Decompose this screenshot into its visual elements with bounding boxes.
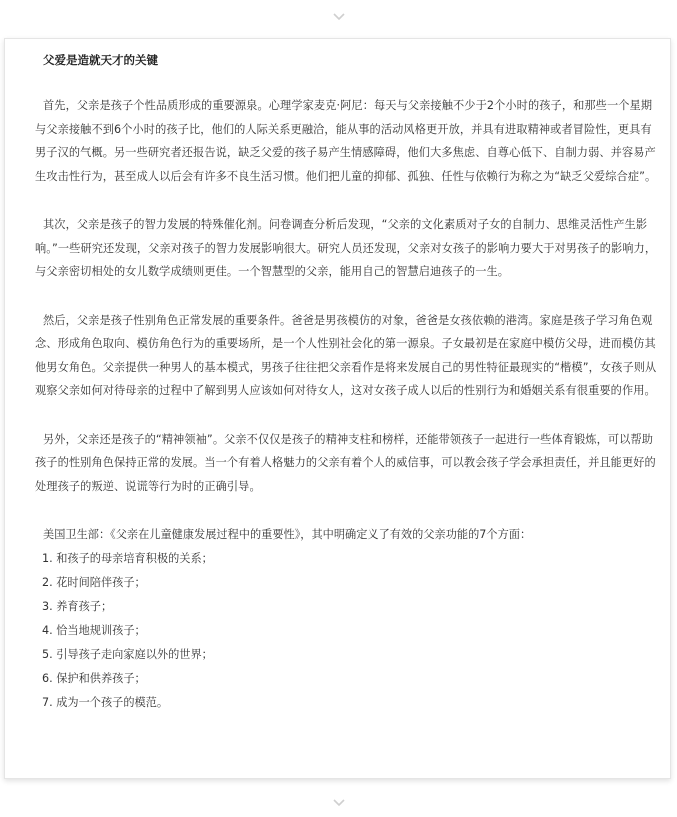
list-item: 7. 成为一个孩子的模范。: [42, 695, 169, 709]
list-intro: 美国卫生部：《父亲在儿童健康发展过程中的重要性》，其中明确定义了有效的父亲功能的7个方面：: [43, 528, 532, 541]
article-paragraph: 首先，父亲是孩子个性品质形成的重要源泉。心理学家麦克·阿尼：每天与父亲接触不少于2个小时的孩子，和那些一个星期与父亲接触不到6个小时的孩子比，他们的人际关系更融洽，能从事的活动风格更开放，并具有进取精神或者冒险性，更具有男子汉的气概。另一些研究者还报告说，缺乏父爱的孩子易产生情感障碍，他们大多焦虑、自尊心低下、自制力弱、并容易产生攻击性行为，甚至成人以后会有许多不良生活习惯。他们把儿童的抑郁、孤独、任性与依赖行为称之为“缺乏父爱综合症”。: [35, 99, 657, 183]
chevron-down-icon[interactable]: [332, 796, 346, 810]
article-paragraph: 其次，父亲是孩子的智力发展的特殊催化剂。问卷调查分析后发现，“父亲的文化素质对子女的自制力、思维灵活性产生影响。”一些研究还发现，父亲对孩子的智力发展影响很大。研究人员还发现，父亲对女孩子的影响力要大于对男孩子的影响力，与父亲密切相处的女儿数学成绩则更佳。一个智慧型的父亲，能用自己的智慧启迪孩子的一生。: [35, 218, 657, 278]
article-title: 父爱是造就天才的关键: [43, 53, 158, 67]
list-item: 6. 保护和供养孩子；: [42, 671, 146, 685]
article-paragraph: 然后，父亲是孩子性别角色正常发展的重要条件。爸爸是男孩模仿的对象，爸爸是女孩依赖的港湾。家庭是孩子学习角色观念、形成角色取向、模仿角色行为的重要场所，是一个人性别社会化的第一源泉。子女最初是在家庭中模仿父母，进而模仿其他男女角色。父亲提供一种男人的基本模式，男孩子往往把父亲看作是将来发展自己的男性特征最现实的“楷模”，女孩子则从观察父亲如何对待母亲的过程中了解到男人应该如何对待女人，这对女孩子成人以后的性别行为和婚姻关系有很重要的作用。: [35, 313, 657, 397]
function-list: [35, 547, 662, 715]
list-item: 4. 恰当地规训孩子；: [42, 623, 146, 637]
list-item: 2. 花时间陪伴孩子；: [42, 575, 146, 589]
list-item: 3. 养育孩子；: [42, 599, 113, 613]
chevron-down-icon[interactable]: [332, 10, 346, 24]
list-item: 5. 引导孩子走向家庭以外的世界；: [42, 647, 213, 661]
list-item: 1. 和孩子的母亲培育积极的关系；: [42, 551, 213, 565]
article-card: [4, 38, 671, 779]
article-paragraph: 另外，父亲还是孩子的“精神领袖”。父亲不仅仅是孩子的精神支柱和榜样，还能带领孩子一起进行一些体育锻炼，可以帮助孩子的性别角色保持正常的发展。当一个有着人格魅力的父亲有着个人的威信事，可以教会孩子学会承担责任，并且能更好的处理孩子的叛逆、说谎等行为时的正确引导。: [35, 432, 656, 493]
